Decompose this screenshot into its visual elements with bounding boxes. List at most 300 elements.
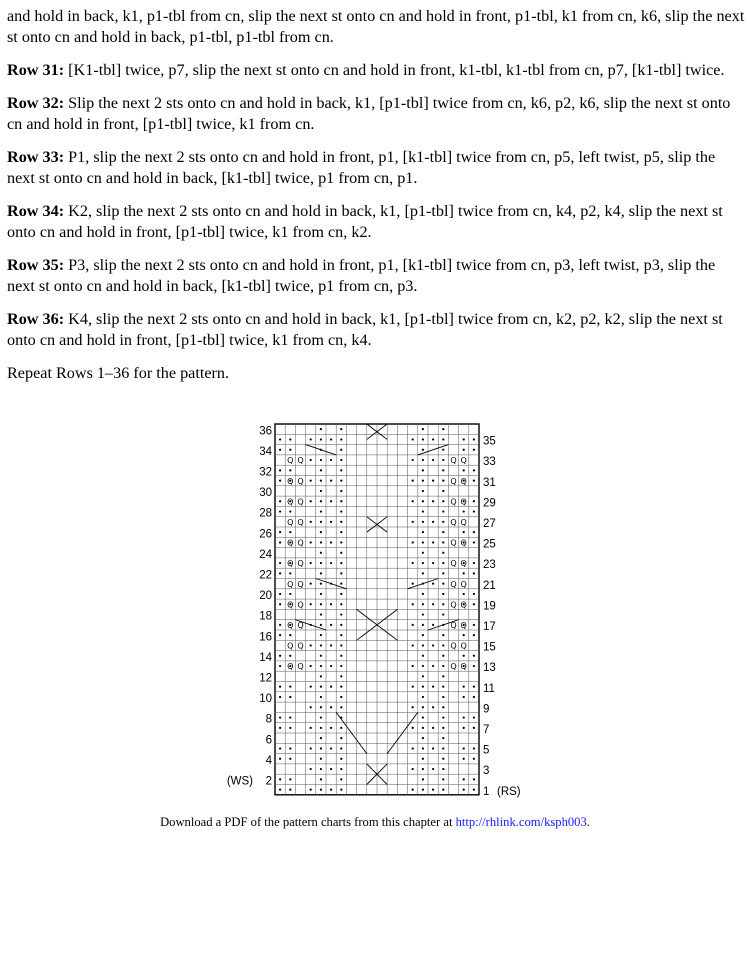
twisted-stitch: Q (297, 621, 304, 630)
purl-dot (340, 572, 342, 574)
left-row-label: 34 (259, 445, 272, 458)
purl-dot (463, 789, 465, 791)
purl-dot (340, 778, 342, 780)
purl-dot (320, 758, 322, 760)
purl-dot (340, 675, 342, 677)
twisted-stitch: Q (297, 538, 304, 548)
left-row-label: 10 (259, 693, 272, 706)
row-text: Slip the next 2 sts onto cn and hold in back, k1, [p1-tbl] twice from cn, k6, p2, k6, slip the next st onto cn and hold in front, [p1-tbl] twice, k1 from cn. (7, 94, 731, 133)
purl-dot (320, 521, 322, 523)
row-31-instruction (7, 60, 745, 81)
purl-dot (442, 521, 444, 523)
row-label: Row 36: (7, 310, 65, 328)
purl-dot (310, 541, 312, 543)
twisted-stitch: Q (287, 456, 294, 466)
purl-dot (340, 686, 342, 688)
purl-dot (473, 727, 475, 729)
repeat-instruction: Repeat Rows 1–36 for the pattern. (7, 364, 230, 382)
purl-dot (310, 686, 312, 688)
purl-dot (289, 469, 291, 471)
purl-dot (279, 449, 281, 451)
purl-dot (340, 480, 342, 482)
purl-dot (422, 706, 424, 708)
purl-dot (340, 644, 342, 646)
row-text: P1, slip the next 2 sts onto cn and hold in front, p1, [k1-tbl] twice from cn, p5, left twist, p5, slip the next st onto cn and hold in back, [k1-tbl] twice, p1 from cn, p1. (7, 148, 716, 187)
purl-dot (320, 438, 322, 440)
purl-dot (442, 686, 444, 688)
row-32-instruction (7, 93, 745, 135)
purl-dot (279, 480, 281, 482)
purl-dot (340, 562, 342, 564)
purl-dot (442, 613, 444, 615)
twisted-stitch: Q (450, 456, 457, 466)
twisted-stitch: Q (287, 600, 294, 610)
right-row-label: 31 (483, 476, 496, 489)
twisted-stitch: Q (450, 641, 457, 651)
purl-dot (340, 789, 342, 791)
twisted-stitch: Q (297, 476, 304, 486)
purl-dot (422, 593, 424, 595)
purl-dot (432, 727, 434, 729)
twisted-stitch: Q (450, 518, 457, 527)
twisted-stitch: Q (287, 518, 294, 527)
purl-dot (442, 634, 444, 636)
twisted-stitch: Q (287, 579, 294, 589)
purl-dot (463, 727, 465, 729)
purl-dot (442, 603, 444, 605)
left-row-label: 2 (265, 775, 272, 788)
purl-dot (320, 562, 322, 564)
purl-dot (442, 644, 444, 646)
purl-dot (422, 459, 424, 461)
row-34-instruction (7, 201, 745, 243)
purl-dot (340, 665, 342, 667)
purl-dot (473, 758, 475, 760)
right-row-label: 27 (483, 518, 496, 530)
purl-dot (442, 706, 444, 708)
purl-dot (422, 624, 424, 626)
purl-dot (473, 696, 475, 698)
left-row-label: 36 (259, 425, 272, 438)
purl-dot (340, 541, 342, 543)
pattern-instructions (7, 6, 745, 396)
right-row-label: 17 (483, 621, 496, 633)
purl-dot (442, 490, 444, 492)
purl-dot (422, 675, 424, 677)
purl-dot (473, 686, 475, 688)
twisted-stitch: Q (297, 641, 304, 651)
purl-dot (412, 665, 414, 667)
row-label: Row 35: (7, 256, 65, 274)
purl-dot (330, 706, 332, 708)
purl-dot (422, 634, 424, 636)
twisted-stitch: Q (297, 456, 304, 466)
purl-dot (320, 428, 322, 430)
ws-label: (WS) (226, 775, 253, 788)
purl-dot (473, 541, 475, 543)
purl-dot (289, 438, 291, 440)
purl-dot (463, 655, 465, 657)
purl-dot (422, 716, 424, 718)
purl-dot (412, 706, 414, 708)
purl-dot (473, 531, 475, 533)
purl-dot (320, 747, 322, 749)
purl-dot (473, 449, 475, 451)
purl-dot (473, 716, 475, 718)
purl-dot (279, 531, 281, 533)
purl-dot (473, 634, 475, 636)
purl-dot (279, 758, 281, 760)
purl-dot (340, 490, 342, 492)
row-label: Row 34: (7, 202, 65, 220)
twisted-stitch: Q (297, 559, 304, 569)
purl-dot (310, 603, 312, 605)
purl-dot (432, 686, 434, 688)
purl-dot (279, 593, 281, 595)
left-row-label: 24 (259, 548, 272, 561)
purl-dot (320, 541, 322, 543)
purl-dot (289, 789, 291, 791)
purl-dot (473, 603, 475, 605)
purl-dot (279, 541, 281, 543)
twisted-stitch: Q (450, 621, 457, 630)
purl-dot (422, 768, 424, 770)
purl-dot (310, 480, 312, 482)
chart-caption (0, 815, 750, 830)
purl-dot (310, 438, 312, 440)
purl-dot (442, 480, 444, 482)
purl-dot (463, 686, 465, 688)
purl-dot (442, 428, 444, 430)
purl-dot (432, 603, 434, 605)
purl-dot (412, 747, 414, 749)
twisted-stitch: Q (450, 579, 457, 589)
left-row-label: 28 (259, 507, 272, 520)
purl-dot (442, 758, 444, 760)
purl-dot (422, 758, 424, 760)
purl-dot (463, 438, 465, 440)
purl-dot (422, 521, 424, 523)
purl-dot (422, 531, 424, 533)
right-row-label: 19 (483, 600, 496, 613)
purl-dot (330, 541, 332, 543)
purl-dot (432, 747, 434, 749)
purl-dot (279, 747, 281, 749)
purl-dot (340, 624, 342, 626)
purl-dot (340, 531, 342, 533)
purl-dot (279, 500, 281, 502)
purl-dot (442, 583, 444, 585)
row-text: K2, slip the next 2 sts onto cn and hold in back, k1, [p1-tbl] twice from cn, k4, p2, k4, slip the next st onto cn and hold in front, [p1-tbl] twice, k1 from cn, k2. (7, 202, 723, 241)
purl-dot (320, 572, 322, 574)
purl-dot (279, 655, 281, 657)
purl-dot (442, 665, 444, 667)
purl-dot (422, 665, 424, 667)
twisted-stitch: Q (450, 559, 457, 569)
purl-dot (442, 562, 444, 564)
purl-dot (330, 789, 332, 791)
purl-dot (310, 521, 312, 523)
purl-dot (320, 655, 322, 657)
left-row-label: 32 (259, 466, 272, 479)
purl-dot (320, 686, 322, 688)
left-row-label: 30 (259, 487, 272, 500)
purl-dot (320, 768, 322, 770)
right-row-label: 1 (483, 785, 490, 798)
purl-dot (330, 624, 332, 626)
twisted-stitch: Q (460, 538, 467, 548)
purl-dot (442, 789, 444, 791)
row-33-instruction (7, 147, 745, 189)
purl-dot (289, 758, 291, 760)
twisted-stitch: Q (297, 600, 304, 610)
purl-dot (340, 438, 342, 440)
left-row-label: 20 (259, 590, 272, 603)
purl-dot (340, 706, 342, 708)
purl-dot (422, 613, 424, 615)
twisted-stitch: Q (287, 497, 294, 507)
purl-dot (473, 593, 475, 595)
purl-dot (320, 789, 322, 791)
purl-dot (442, 778, 444, 780)
right-row-label: 25 (483, 538, 496, 551)
purl-dot (412, 521, 414, 523)
purl-dot (310, 644, 312, 646)
purl-dot (320, 603, 322, 605)
purl-dot (412, 727, 414, 729)
purl-dot (412, 438, 414, 440)
purl-dot (473, 778, 475, 780)
purl-dot (289, 634, 291, 636)
purl-dot (422, 490, 424, 492)
knitting-chart-svg (225, 420, 525, 805)
right-row-label: 23 (483, 559, 496, 572)
right-row-label: 35 (483, 435, 496, 448)
purl-dot (473, 747, 475, 749)
purl-dot (310, 583, 312, 585)
purl-dot (432, 521, 434, 523)
purl-dot (330, 500, 332, 502)
purl-dot (340, 449, 342, 451)
purl-dot (340, 747, 342, 749)
purl-dot (279, 686, 281, 688)
purl-dot (320, 624, 322, 626)
purl-dot (422, 644, 424, 646)
purl-dot (340, 768, 342, 770)
purl-dot (432, 706, 434, 708)
purl-dot (473, 624, 475, 626)
purl-dot (412, 789, 414, 791)
twisted-stitch: Q (287, 641, 294, 651)
purl-dot (330, 438, 332, 440)
purl-dot (310, 789, 312, 791)
purl-dot (432, 500, 434, 502)
row-label: Row 33: (7, 148, 65, 166)
purl-dot (320, 469, 322, 471)
right-row-label: 13 (483, 662, 496, 675)
purl-dot (432, 480, 434, 482)
twisted-stitch: Q (460, 600, 467, 610)
row-text: P3, slip the next 2 sts onto cn and hold in front, p1, [k1-tbl] twice from cn, p3, left twist, p3, slip the next st onto cn and hold in back, [k1-tbl] twice, p1 from cn, p3. (7, 256, 716, 295)
purl-dot (320, 644, 322, 646)
right-row-label: 9 (483, 703, 490, 716)
left-row-label: 6 (265, 734, 272, 747)
row-text: [K1-tbl] twice, p7, slip the next st onto cn and hold in front, k1-tbl, k1-tbl from cn, p7, [k1-tbl] twice. (64, 61, 725, 79)
purl-dot (340, 500, 342, 502)
purl-dot (463, 758, 465, 760)
purl-dot (473, 562, 475, 564)
left-row-label: 26 (259, 528, 272, 541)
purl-dot (330, 768, 332, 770)
purl-dot (340, 428, 342, 430)
purl-dot (289, 778, 291, 780)
purl-dot (340, 593, 342, 595)
right-row-label: 21 (483, 579, 496, 592)
purl-dot (442, 696, 444, 698)
twisted-stitch: Q (460, 456, 467, 466)
purl-dot (442, 469, 444, 471)
right-row-label: 3 (483, 765, 490, 778)
twisted-stitch: Q (450, 600, 457, 610)
purl-dot (473, 572, 475, 574)
purl-dot (279, 624, 281, 626)
purl-dot (320, 727, 322, 729)
purl-dot (412, 768, 414, 770)
purl-dot (279, 778, 281, 780)
purl-dot (422, 449, 424, 451)
twisted-stitch: Q (460, 518, 467, 527)
purl-dot (320, 675, 322, 677)
row-label: Row 32: (7, 94, 65, 112)
purl-dot (463, 696, 465, 698)
left-row-label: 14 (259, 651, 272, 664)
purl-dot (473, 500, 475, 502)
purl-dot (422, 686, 424, 688)
purl-dot (289, 696, 291, 698)
purl-dot (473, 510, 475, 512)
purl-dot (340, 613, 342, 615)
purl-dot (412, 562, 414, 564)
purl-dot (422, 552, 424, 554)
twisted-stitch: Q (287, 621, 294, 630)
purl-dot (412, 686, 414, 688)
twisted-stitch: Q (450, 476, 457, 486)
purl-dot (463, 449, 465, 451)
purl-dot (442, 727, 444, 729)
purl-dot (442, 449, 444, 451)
purl-dot (422, 789, 424, 791)
row-36-instruction (7, 309, 745, 351)
purl-dot (422, 572, 424, 574)
purl-dot (289, 727, 291, 729)
purl-dot (340, 459, 342, 461)
purl-dot (340, 469, 342, 471)
twisted-stitch: Q (287, 559, 294, 569)
purl-dot (320, 490, 322, 492)
purl-dot (289, 655, 291, 657)
purl-dot (473, 665, 475, 667)
purl-dot (422, 562, 424, 564)
purl-dot (330, 686, 332, 688)
purl-dot (473, 438, 475, 440)
purl-dot (279, 634, 281, 636)
purl-dot (320, 706, 322, 708)
purl-dot (432, 768, 434, 770)
twisted-stitch: Q (460, 497, 467, 507)
twisted-stitch: Q (287, 476, 294, 486)
purl-dot (422, 480, 424, 482)
purl-dot (442, 675, 444, 677)
purl-dot (432, 789, 434, 791)
purl-dot (310, 768, 312, 770)
left-row-label: 18 (259, 610, 272, 623)
purl-dot (340, 655, 342, 657)
purl-dot (340, 737, 342, 739)
purl-dot (412, 624, 414, 626)
purl-dot (320, 552, 322, 554)
twisted-stitch: Q (297, 662, 304, 672)
purl-dot (330, 603, 332, 605)
purl-dot (320, 459, 322, 461)
purl-dot (340, 696, 342, 698)
purl-dot (412, 583, 414, 585)
right-row-label: 15 (483, 641, 496, 654)
chart-pdf-link[interactable]: http://rhlink.com/ksph003 (455, 815, 587, 829)
twisted-stitch: Q (287, 662, 294, 672)
purl-dot (320, 665, 322, 667)
purl-dot (289, 593, 291, 595)
purl-dot (330, 480, 332, 482)
purl-dot (330, 459, 332, 461)
purl-dot (310, 459, 312, 461)
right-row-label: 11 (483, 682, 495, 695)
twisted-stitch: Q (450, 497, 457, 507)
twisted-stitch: Q (460, 579, 467, 589)
purl-dot (320, 737, 322, 739)
purl-dot (340, 603, 342, 605)
purl-dot (340, 510, 342, 512)
purl-dot (463, 469, 465, 471)
purl-dot (422, 655, 424, 657)
purl-dot (340, 583, 342, 585)
purl-dot (320, 480, 322, 482)
purl-dot (330, 665, 332, 667)
purl-dot (279, 562, 281, 564)
purl-dot (422, 469, 424, 471)
purl-dot (320, 531, 322, 533)
purl-dot (442, 593, 444, 595)
twisted-stitch: Q (450, 538, 457, 548)
purl-dot (463, 531, 465, 533)
purl-dot (310, 562, 312, 564)
purl-dot (463, 593, 465, 595)
row-label: Row 31: (7, 61, 65, 79)
purl-dot (422, 727, 424, 729)
purl-dot (289, 747, 291, 749)
purl-dot (442, 655, 444, 657)
purl-dot (473, 469, 475, 471)
purl-dot (463, 634, 465, 636)
purl-dot (330, 727, 332, 729)
purl-dot (320, 716, 322, 718)
right-row-label: 29 (483, 497, 496, 510)
purl-dot (320, 778, 322, 780)
purl-dot (432, 562, 434, 564)
purl-dot (422, 737, 424, 739)
purl-dot (442, 541, 444, 543)
purl-dot (442, 768, 444, 770)
caption-text: Download a PDF of the pattern charts from this chapter at (160, 815, 456, 829)
